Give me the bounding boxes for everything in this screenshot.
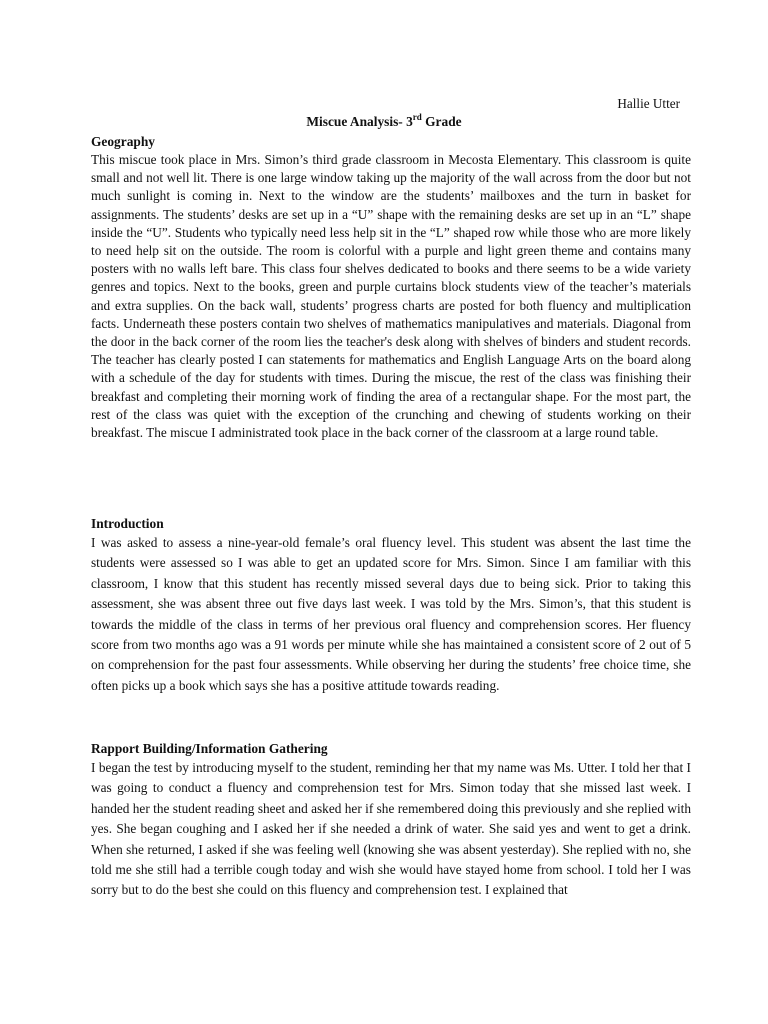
title-tail: Grade [421,114,462,129]
section-heading: Introduction [91,516,164,531]
section-body: I was asked to assess a nine-year-old female’s oral fluency level. This student was absent the last time the students were assessed so I was able to get an updated score for Mrs. Simon. Since I am familiar with this classroom, I know that this student has recently missed several days due to being sick. Prior to taking this assessment, she was absent three out five days last week. I was told by the Mrs. Simon’s, that this student is towards the middle of the class in terms of her previous oral fluency and comprehension scores. Her fluency score from two months ago was a 91 words per minute while she has maintained a consistent score of 2 out of 5 on comprehension for the past four assessments. While observing her during the students’ free choice time, she often picks up a book which says she has a positive attitude towards reading. [91,535,691,693]
section-body: I began the test by introducing myself to the student, reminding her that my name was Ms. Utter. I told her that I was going to conduct a fluency and comprehension test for Mrs. Simon today that she missed last week. I handed her the student reading sheet and asked her if she remembered doing this previously and she replied with yes. She began coughing and I asked her if she needed a drink of water. She said yes and went to get a drink. When she returned, I asked if she was feeling well (knowing she was absent yesterday). She replied with no, she told me she still had a terrible cough today and wish she would have stayed home from school. I told her I was sorry but to do the best she could on this fluency and comprehension test. I explained that [91,760,691,898]
author-name: Hallie Utter [617,96,680,111]
section-heading: Rapport Building/Information Gathering [91,741,328,756]
section-geography [91,133,691,442]
title-superscript: rd [412,111,422,122]
title-main: Miscue Analysis- 3 [306,114,413,129]
section-body: This miscue took place in Mrs. Simon’s third grade classroom in Mecosta Elementary. This classroom is quite small and not well lit. There is one large window taking up the majority of the wall across from the door but not much sunlight is coming in. Next to the window are the students’ mailboxes and the turn in basket for assignments. The students’ desks are set up in a “U” shape with the remaining desks are set up in an “L” shape inside the “U”. Students who typically need less help sit in the “L” shaped row while those who are more likely to need help sit on the outside. The room is colorful with a purple and light green theme and contains many posters with no walls left bare. This class four shelves dedicated to books and there seems to be a wide variety genres and topics. Next to the books, green and purple curtains block students view of the teacher’s materials and extra supplies. On the back wall, students’ progress charts are posted for both fluency and multiplication facts. Underneath these posters contain two shelves of mathematics manipulatives and materials. Diagonal from the door in the back corner of the room lies the teacher's desk along with shelves of binders and student records. The teacher has clearly posted I can statements for mathematics and English Language Arts on the board along with a schedule of the day for students with times. During the miscue, the rest of the class was finishing their breakfast and completing their morning work of finding the area of a rectangular shape. For the most part, the rest of the class was quiet with the exception of the crunching and chewing of students working on their breakfast. The miscue I administrated took place in the back corner of the classroom at a large round table. [91,152,691,441]
section-introduction [91,514,691,696]
section-rapport-building [91,739,691,901]
section-heading: Geography [91,134,155,149]
document-title [0,113,768,131]
